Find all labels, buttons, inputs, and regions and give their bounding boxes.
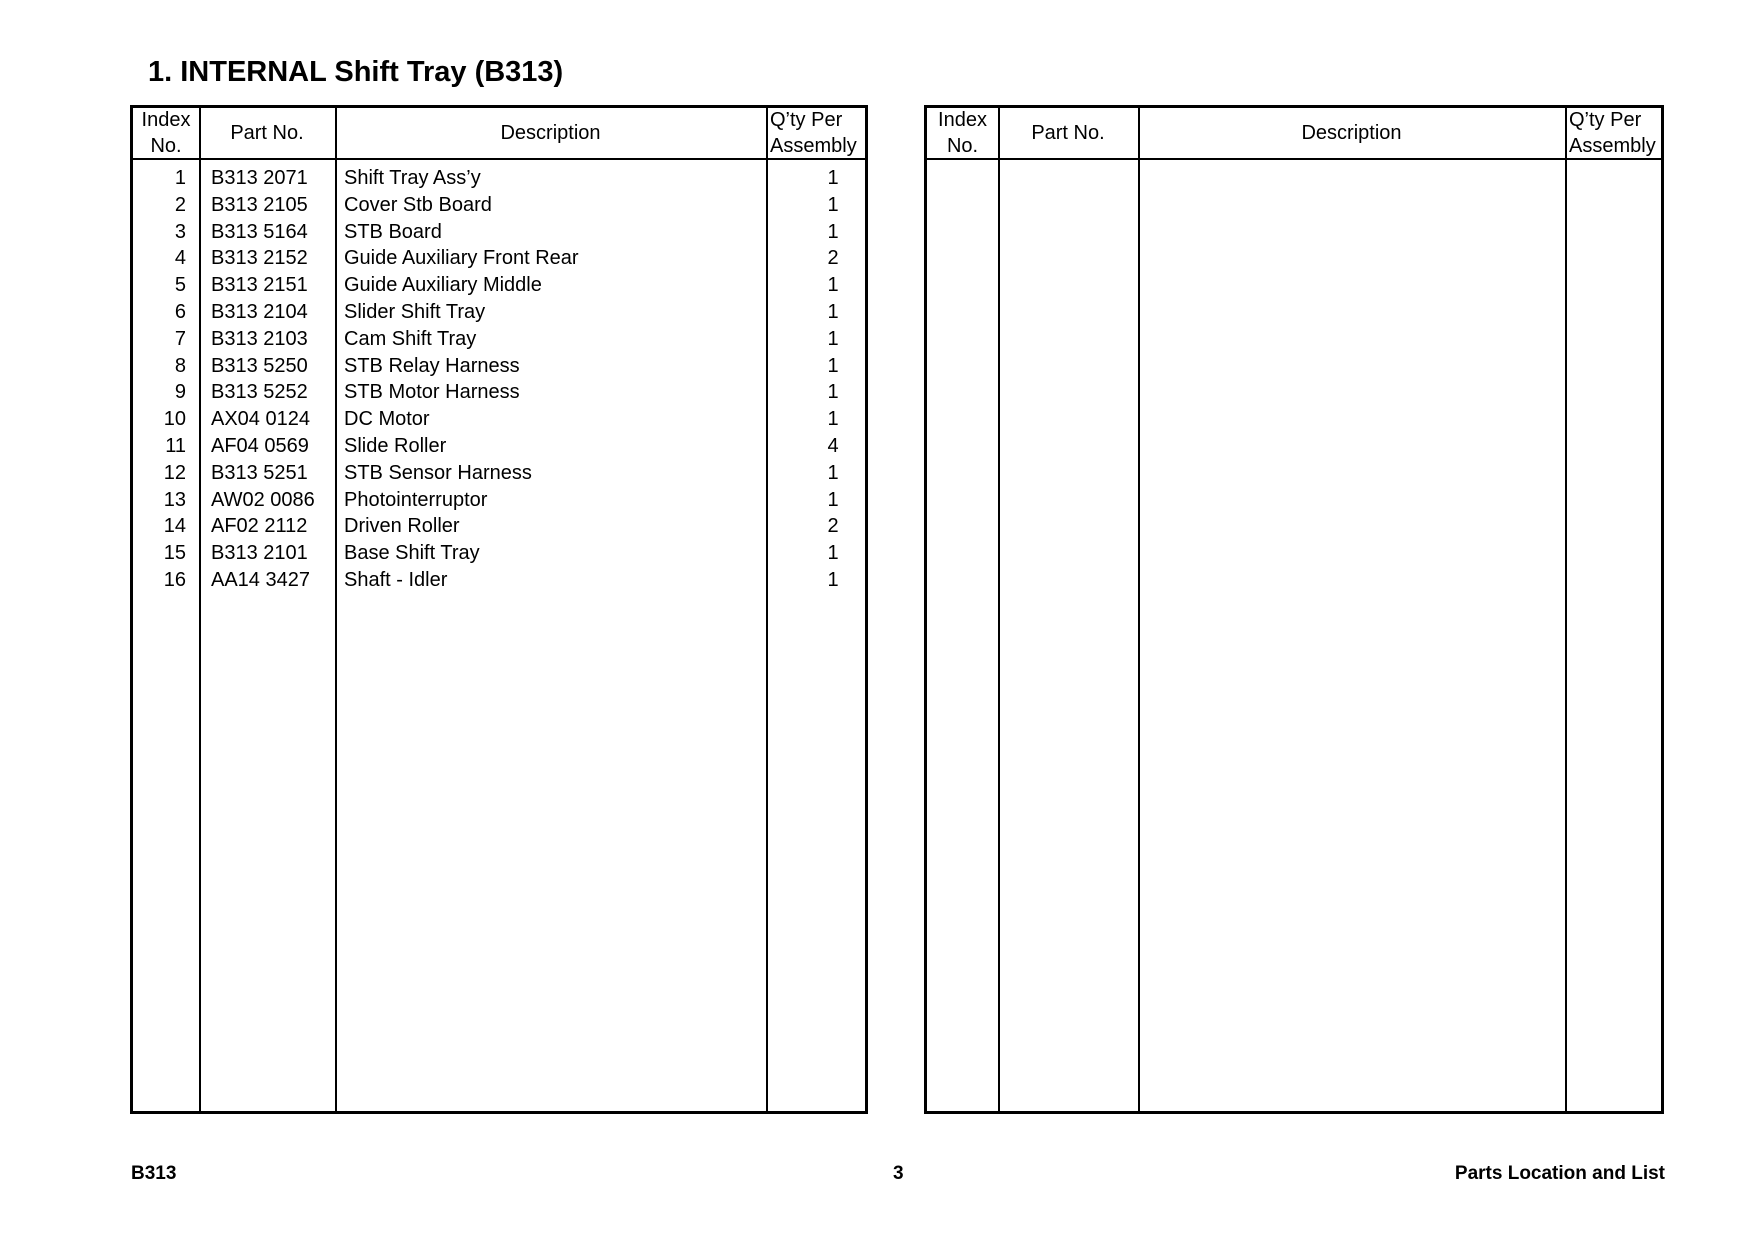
footer-page-number: 3 [893, 1163, 904, 1184]
part-number: AF02 2112 [211, 515, 308, 538]
part-number: B313 5164 [211, 220, 308, 243]
part-quantity: 1 [827, 488, 839, 511]
header-index-line2: No. [150, 135, 182, 157]
header-description-label: Description [500, 122, 601, 144]
header-part-no [199, 108, 335, 158]
header-index-line1: Index [141, 109, 191, 131]
table-row [133, 379, 865, 406]
header-qty-per-assembly [1565, 108, 1661, 158]
header-description [1138, 108, 1565, 158]
parts-rows [133, 165, 865, 594]
table-row [133, 540, 865, 567]
part-quantity: 2 [827, 515, 839, 538]
table-row [133, 567, 865, 594]
header-part-no [998, 108, 1138, 158]
part-quantity: 1 [827, 193, 839, 216]
part-description: Photointerruptor [344, 488, 488, 511]
table-row [133, 245, 865, 272]
part-number: B313 5251 [211, 461, 308, 484]
table-row [133, 353, 865, 380]
footer-section-title: Parts Location and List [1454, 1163, 1665, 1184]
part-quantity: 1 [827, 300, 839, 323]
part-description: Shift Tray Ass’y [344, 167, 481, 189]
part-description: STB Relay Harness [344, 354, 520, 377]
part-index: 14 [163, 515, 186, 538]
page-title: 1. INTERNAL Shift Tray (B313) [148, 56, 564, 88]
part-quantity: 1 [827, 327, 839, 350]
header-index-line1: Index [938, 109, 987, 131]
part-index: 8 [174, 354, 186, 377]
table-row [133, 433, 865, 460]
column-divider [998, 108, 1140, 1111]
part-index: 15 [163, 542, 186, 565]
column-divider [927, 108, 1000, 1111]
part-number: B313 5250 [211, 354, 308, 377]
part-quantity: 1 [827, 354, 839, 377]
header-qty-line1: Q’ty Per [770, 109, 843, 131]
parts-table-left [130, 105, 868, 1114]
parts-table-right [924, 105, 1664, 1114]
table-row [133, 460, 865, 487]
part-quantity: 4 [827, 434, 839, 457]
part-number: B313 2105 [211, 193, 308, 216]
table-row [133, 487, 865, 514]
header-part-no-label: Part No. [1031, 122, 1105, 144]
part-number: B313 2103 [211, 327, 308, 350]
part-index: 9 [174, 381, 186, 404]
header-qty-line2: Assembly [770, 135, 857, 157]
part-description: Cam Shift Tray [344, 327, 477, 350]
part-index: 4 [174, 247, 186, 270]
part-number: B313 2071 [211, 167, 308, 189]
part-description: STB Motor Harness [344, 381, 520, 404]
header-part-no-label: Part No. [230, 122, 304, 144]
table-row [133, 326, 865, 353]
part-number: AW02 0086 [211, 488, 315, 511]
part-index: 11 [165, 434, 186, 457]
column-divider [1138, 108, 1567, 1111]
part-number: B313 5252 [211, 381, 308, 404]
header-index-line2: No. [946, 135, 979, 157]
part-description: Shaft - Idler [344, 568, 448, 591]
table-row [133, 406, 865, 433]
header-separator [927, 158, 1661, 160]
table-row [133, 513, 865, 540]
part-number: B313 2101 [211, 542, 308, 565]
part-index: 6 [174, 300, 186, 323]
header-index-no [927, 108, 998, 158]
part-index: 3 [174, 220, 186, 243]
header-qty-line2: Assembly [1569, 135, 1656, 157]
part-number: B313 2151 [211, 274, 308, 297]
header-separator [133, 158, 865, 160]
part-description: Cover Stb Board [344, 193, 492, 216]
part-number: AX04 0124 [211, 408, 310, 431]
header-index-no [133, 108, 199, 158]
table-row [133, 192, 865, 219]
part-quantity: 2 [827, 247, 839, 270]
part-description: Base Shift Tray [344, 542, 480, 565]
part-description: DC Motor [344, 408, 430, 431]
table-row [133, 165, 865, 192]
part-index: 5 [174, 274, 186, 297]
header-description-label: Description [1301, 122, 1402, 144]
table-row [133, 299, 865, 326]
part-quantity: 1 [827, 220, 839, 243]
part-index: 7 [174, 327, 186, 350]
part-description: STB Board [344, 220, 442, 243]
part-description: Guide Auxiliary Middle [344, 274, 542, 297]
part-index: 2 [174, 193, 186, 216]
part-index: 13 [163, 488, 186, 511]
part-description: STB Sensor Harness [344, 461, 532, 484]
header-description [335, 108, 766, 158]
part-description: Guide Auxiliary Front Rear [344, 247, 579, 270]
part-number: B313 2104 [211, 300, 308, 323]
part-quantity: 1 [827, 542, 839, 565]
table-row [133, 219, 865, 246]
part-description: Driven Roller [344, 515, 460, 538]
part-number: AF04 0569 [211, 434, 309, 457]
part-index: 12 [163, 461, 186, 484]
part-description: Slide Roller [344, 434, 447, 457]
footer-model: B313 [131, 1163, 177, 1184]
part-index: 16 [163, 568, 186, 591]
part-quantity: 1 [827, 167, 839, 189]
header-qty-per-assembly [766, 108, 865, 158]
part-index: 10 [163, 408, 186, 431]
part-quantity: 1 [827, 381, 839, 404]
part-number: B313 2152 [211, 247, 308, 270]
table-row [133, 272, 865, 299]
part-description: Slider Shift Tray [344, 300, 486, 323]
part-quantity: 1 [827, 274, 839, 297]
part-quantity: 1 [827, 461, 839, 484]
part-index: 1 [174, 167, 186, 189]
part-number: AA14 3427 [211, 568, 310, 591]
header-qty-line1: Q’ty Per [1569, 109, 1642, 131]
part-quantity: 1 [827, 568, 839, 591]
part-quantity: 1 [827, 408, 839, 431]
